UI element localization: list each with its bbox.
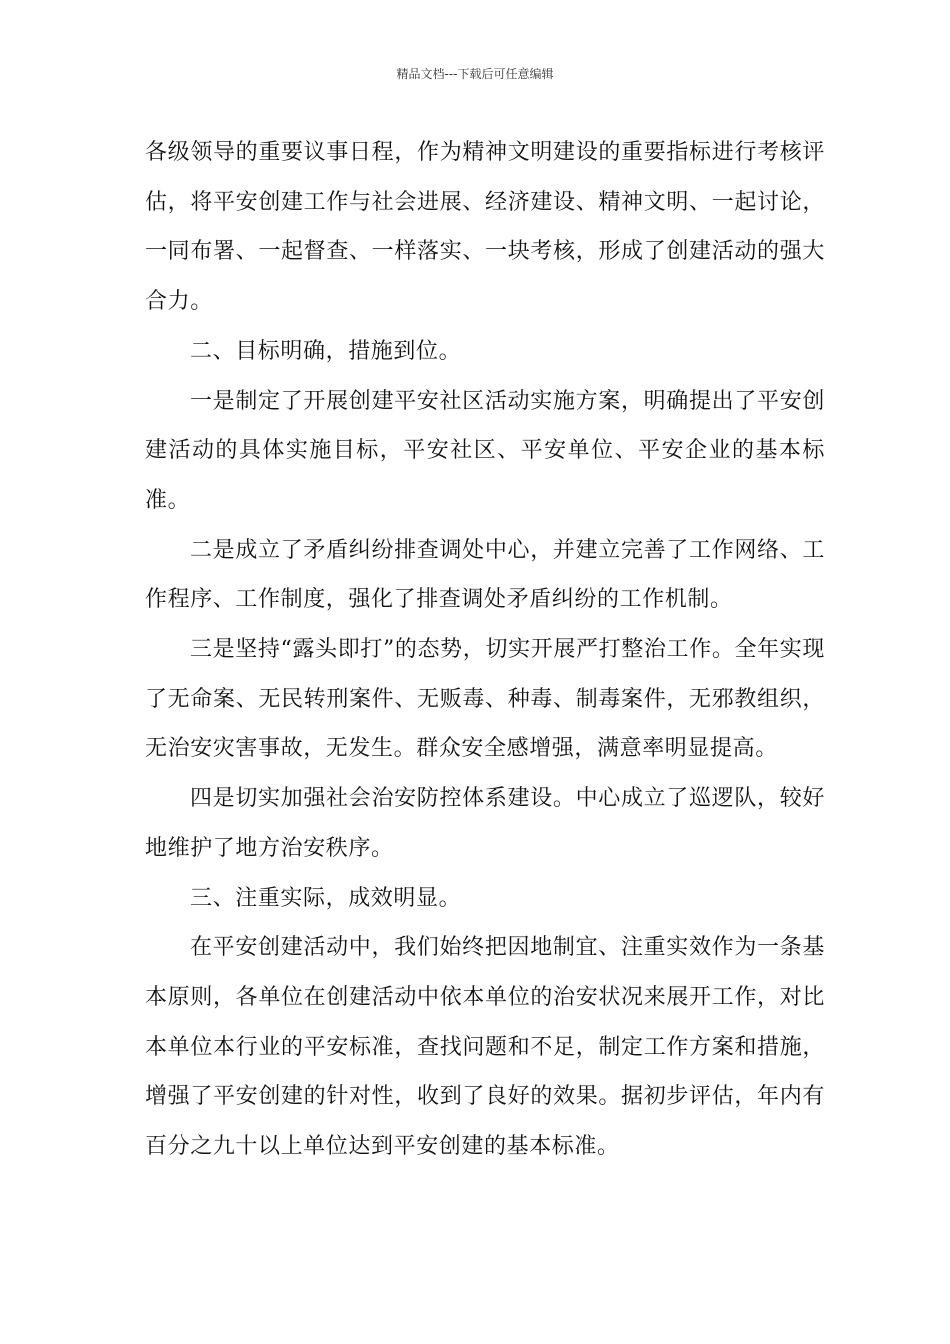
page-header-note: 精品文档---下载后可任意编辑 <box>396 67 554 81</box>
paragraph-practice: 在平安创建活动中，我们始终把因地制宜、注重实效作为一条基本原则，各单位在创建活动中依本单位的治安状况来展开工作，对比本单位本行业的平安标准，查找问题和不足，制定工作方案和措施，增强了平安创建的针对性，收到了良好的效果。据初步评估，年内有百分之九十以上单位达到平安创建的基本标准。 <box>145 935 825 1160</box>
paragraph-item-3: 三是坚持“露头即打”的态势，切实开展严打整治工作。全年实现了无命案、无民转刑案件、无贩毒、种毒、制毒案件，无邪教组织，无治安灾害事故，无发生。群众安全感增强，满意率明显提高。 <box>145 637 825 762</box>
paragraph-item-2: 二是成立了矛盾纠纷排查调处中心，并建立完善了工作网络、工作程序、工作制度，强化了排查调处矛盾纠纷的工作机制。 <box>145 537 825 613</box>
paragraph-item-1: 一是制定了开展创建平安社区活动实施方案，明确提出了平安创建活动的具体实施目标，平安社区、平安单位、平安企业的基本标准。 <box>145 388 825 513</box>
section-heading-3: 三、注重实际，成效明显。 <box>190 885 462 911</box>
paragraph-continuation: 各级领导的重要议事日程，作为精神文明建设的重要指标进行考核评估，将平安创建工作与社会进展、经济建设、精神文明、一起讨论，一同布署、一起督查、一样落实、一块考核，形成了创建活动的强大合力。 <box>145 140 825 315</box>
paragraph-item-4: 四是切实加强社会治安防控体系建设。中心成立了巡逻队，较好地维护了地方治安秩序。 <box>145 786 825 861</box>
document-body <box>145 128 825 1172</box>
section-heading-2: 二、目标明确，措施到位。 <box>190 338 462 364</box>
